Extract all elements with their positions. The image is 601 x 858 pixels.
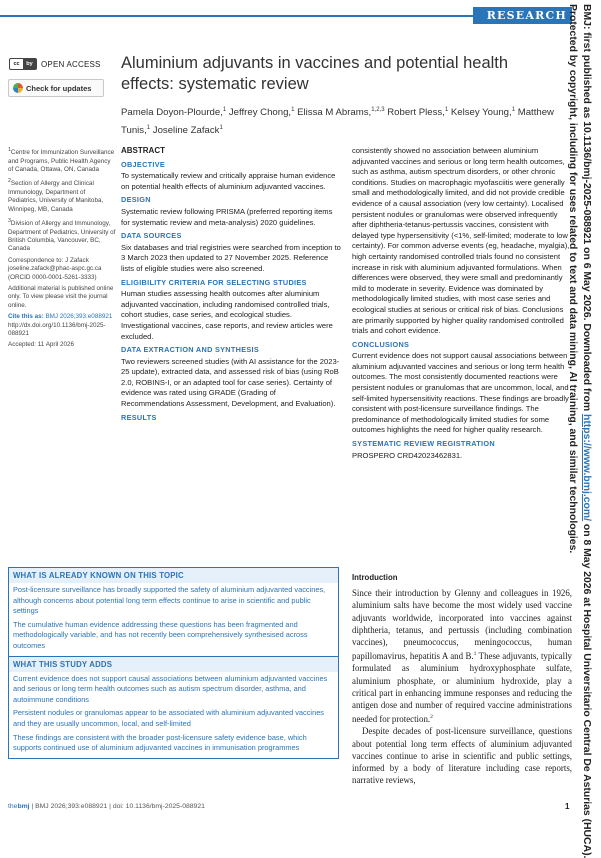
eligibility-text: Human studies assessing health outcomes after aluminium adjuvanted vaccination, including randomised controlled trials, cohort studies, case series, and ecological studies. Investigational vaccines, case reports, and review articles were excluded. [121,289,333,341]
data-sources-heading: DATA SOURCES [121,231,182,241]
side-notice-copyright: Protected by copyright, including for uses related to text and data mining, AI training, and similar technologies. [567,4,579,554]
results-heading: RESULTS [121,412,157,422]
cc-icon-label: cc [13,61,20,67]
additional-material-note: Additional material is published online only. To view please visit the journal online. [8,284,114,309]
affiliation: $^3$Division of Allergy and Immunology, Department of Pediatrics, University of British Columbia, Vancouver, BC, Canada [8,218,116,253]
side-notice-text: BMJ: first published as 10.1136/bmj-2025-088921 on 6 May 2026. Downloaded from [581,4,592,415]
correspondence-email[interactable]: joseline.zafack@phac-aspc.gc.ca [8,265,102,273]
author[interactable]: Matthew Tunis,$^1$ [121,107,554,136]
summary-box [8,567,339,759]
section-bar [0,7,572,24]
adds-heading: WHAT THIS STUDY ADDS [9,657,338,672]
introduction-paragraph: Despite decades of post-licensure surveillance, questions about potential long term effects of aluminium adjuvanted vaccines continue to arise in scientific and public settings, informed by a body of literature including case reports, narrative reviews, [352,726,572,786]
design-text: Systematic review following PRISMA (preferred reporting items for systematic review and meta-analysis) 2020 guidelines. [121,206,333,227]
introduction-section [352,572,572,786]
affiliation: $^2$Section of Allergy and Clinical Immunology, Department of Pediatrics, University of Manitoba, Winnipeg, MB, Canada [8,178,104,213]
adds-item: These findings are consistent with the broader post-licensure safety evidence base, which supports continued use of aluminium adjuvanted vaccines in immunisation programmes [13,732,307,753]
cc-by-icon [9,58,37,70]
check-for-updates-button[interactable] [8,79,104,97]
introduction-paragraph: Since their introduction by Glenny and colleagues in 1926, aluminium salts have become the most widely used vaccine adjuvants worldwide, incorporated into vaccines against diphtheria, tetanus, and pertussis (including combination vaccines), pneumococcus, meningococcus, human papillomavirus, hepatitis A and B.$^1$ These adjuvants, typically formulated as aluminium hydroxyphosphate sulfate, aluminium phosphate, or aluminium hydroxide, play a critical part in enhancing immune responses and reducing the antigen dose and number of required vaccine administrations needed for protection.$^2$ [352,588,572,725]
page-footer [8,803,205,810]
known-item: The cumulative human evidence addressing these questions has been fragmented and methodologically variable, and has not recently been comprehensively synthesised across outcomes [13,619,308,650]
page-number: 1 [565,802,570,811]
adds-item: Current evidence does not support causal associations between aluminium adjuvanted vaccines and serious or long term health outcomes such as autism spectrum disorder, asthma, and autoimmune conditions [13,673,328,704]
objective-heading: OBJECTIVE [121,159,166,169]
design-heading: DESIGN [121,195,151,205]
registration-heading: SYSTEMATIC REVIEW REGISTRATION [352,439,495,449]
extraction-text: Two reviewers screened studies (with AI assistance for the 2023-25 update), extracted data, and assessed risk of bias (using RoB 2.0, ROBINS-I, or an adapted tool for case series). Certainty of evidence was rated using GRADE (Grading of Recommendations Assessment, Development, and Evaluation). [121,356,340,409]
crossmark-icon [13,83,23,93]
open-access-badge [9,58,101,70]
article-sidebar [8,146,116,353]
results-text-continued: consistently showed no association between aluminium adjuvanted vaccines and serious or long term health outcomes, such as asthma, autism spectrum disorders, or other chronic conditions. Studies on macrophagic myofasciitis were generally small and methodologically limited, and did not provide credible evidence of a causal association (very low certainty). Localised persistent nodules or granulomas were observed infrequently after diphtheria-tetanus-pertussis vaccines, consistent with delayed type hypersensitivity (<1%, self-limited; moderate to low certainty). For common adverse events (eg, headache, myalgia), high certainty randomised controlled trials found no consistent increase in risk with aluminium adjuvanted formulations. When differences were observed, they were small and predominantly mild to moderate in severity. Evidence was dominated by methodologically limited studies, with most case series and ecological studies at serious or critical risk of bias. Conclusions are primarily supported by higher quality randomised controlled trials and cohort evidence. [352,146,570,336]
abstract-column-2 [352,146,572,463]
footer-citation: | BMJ 2026;393:e088921 | doi: 10.1136/bmj-2025-088921 [31,803,205,810]
adds-item: Persistent nodules or granulomas appear to be associated with aluminium adjuvanted vaccines and they are usually uncommon, local, and self-limited [13,708,324,728]
abstract-heading: ABSTRACT [121,146,165,155]
data-sources-text: Six databases and trial registries were searched from inception to 3 March 2023 then updated to 27 November 2025. Reference lists of eligible studies were also screened. [121,242,341,273]
abstract-column-1 [121,146,341,424]
known-heading: WHAT IS ALREADY KNOWN ON THIS TOPIC [9,568,338,583]
objective-text: To systematically review and critically appraise human evidence on potential health effects of aluminium adjuvanted vaccines. [121,171,336,191]
eligibility-heading: ELIGIBILITY CRITERIA FOR SELECTING STUDIES [121,277,307,287]
author[interactable]: Joseline Zafack$^1$ [152,124,223,136]
article-title: Aluminium adjuvants in vaccines and potential health effects: systematic review [121,54,509,93]
conclusions-heading: CONCLUSIONS [352,339,410,349]
bmj-site-link[interactable]: https://www.bmj.com/ [581,414,592,522]
author[interactable]: Robert Pless,$^1$ [387,107,449,119]
section-tag: RESEARCH [473,7,572,24]
affiliation: $^1$Centre for Immunization Surveillance and Programs, Public Health Agency of Canada, Ottawa, ON, Canada [8,147,115,173]
registration-text: PROSPERO CRD42023462831. [352,450,463,460]
open-access-label: OPEN ACCESS [41,59,101,69]
author[interactable]: Pamela Doyon-Plourde,$^1$ [121,107,227,119]
introduction-heading: Introduction [352,573,398,582]
author[interactable]: Elissa M Abrams,$^{1,2,3}$ [297,107,385,119]
by-icon-label: by [23,59,36,69]
author[interactable]: Jeffrey Chong,$^1$ [228,107,295,119]
correspondence: Correspondence to: J Zafack joseline.zafack@phac-aspc.gc.ca (ORCID 0000-0001-5261-3333) [8,256,102,281]
side-notice-text-end: on 8 May 2026 at Hospital Universitario Central De Asturias (HUCA). [581,521,592,858]
conclusions-text: Current evidence does not support causal associations between aluminium adjuvanted vaccines and serious or long term health outcomes. The most consistently documented reactions were persistent nodules or granulomas that are uncommon, local, and self-limited hypersensitivity reactions. These findings are broadly consistent with post-licensure surveillance findings. The predominance of methodologically limited studies for some outcomes highlights the need for higher quality research. [352,351,569,435]
cite-as: Cite this as: BMJ 2026;393:e088921 http://dx.doi.org/10.1136/bmj-2025-088921 [8,313,113,337]
doi-link[interactable]: http://dx.doi.org/10.1136/bmj-2025-088921 [8,321,106,337]
bmj-logo: thebmj [8,803,30,810]
author[interactable]: Kelsey Young,$^1$ [450,107,516,119]
author-list [121,103,561,138]
known-item: Post-licensure surveillance has broadly supported the safety of aluminium adjuvanted vaccines, although concerns about potential long term effects continue to arise in scientific and public settings [13,585,326,616]
accepted-date: Accepted: 11 April 2026 [8,341,75,349]
check-for-updates-label: Check for updates [26,83,92,93]
extraction-heading: DATA EXTRACTION AND SYNTHESIS [121,345,260,355]
